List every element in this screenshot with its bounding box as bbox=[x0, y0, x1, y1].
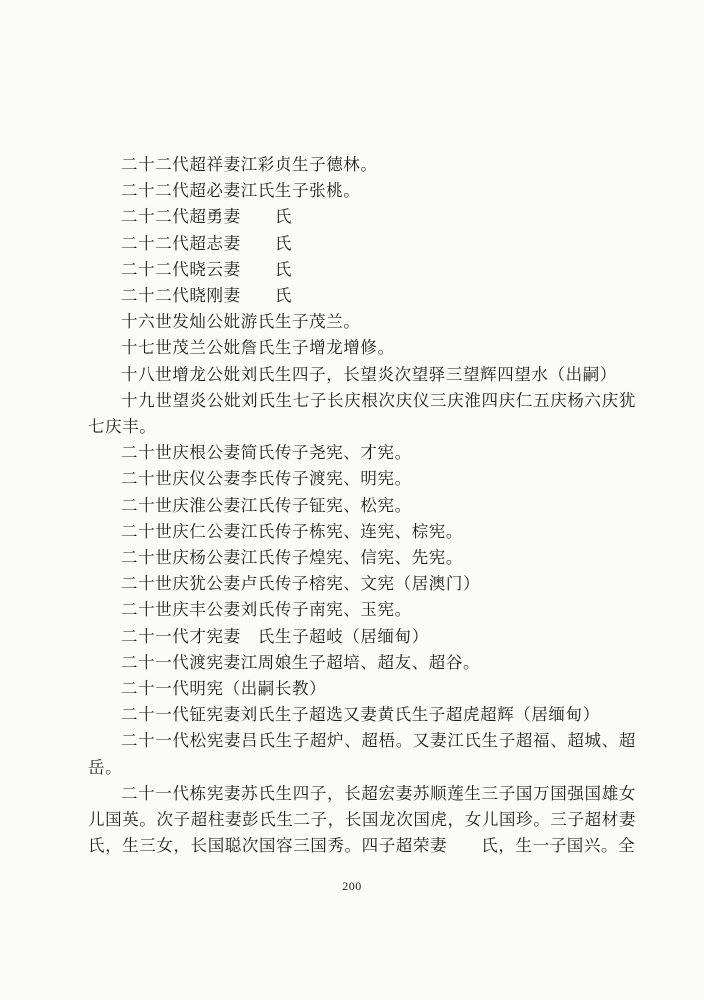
genealogy-line: 二十世庆犹公妻卢氏传子榕宪、文宪（居澳门） bbox=[121, 574, 481, 594]
genealogy-line: 二十二代晓刚妻 氏 bbox=[121, 286, 292, 306]
genealogy-line: 二十世庆仪公妻李氏传子渡宪、明宪。 bbox=[121, 469, 412, 489]
genealogy-line: 二十一代钲宪妻刘氏生子超选又妻黄氏生子超虎超辉（居缅甸） bbox=[121, 705, 600, 725]
genealogy-line: 二十世庆杨公妻江氏传子煌宪、信宪、先宪。 bbox=[121, 548, 463, 568]
genealogy-text bbox=[88, 152, 654, 859]
genealogy-line: 二十二代超志妻 氏 bbox=[121, 233, 292, 253]
genealogy-line: 二十世庆丰公妻刘氏传子南宪、玉宪。 bbox=[121, 600, 412, 620]
genealogy-line: 二十二代超勇妻 氏 bbox=[121, 207, 292, 227]
genealogy-line: 二十一代渡宪妻江周娘生子超培、超友、超谷。 bbox=[121, 652, 481, 672]
genealogy-line: 二十二代超祥妻江彩贞生子德林。 bbox=[121, 155, 378, 174]
page-number: 200 bbox=[342, 879, 362, 893]
genealogy-paragraph: 二十一代松宪妻吕氏生子超炉、超梧。又妻江氏生子超福、超城、超岳。 bbox=[88, 731, 636, 777]
genealogy-paragraph: 十九世望炎公妣刘氏生七子长庆根次庆仪三庆淮四庆仁五庆杨六庆犹七庆丰。 bbox=[88, 390, 636, 437]
genealogy-line: 十八世增龙公妣刘氏生四子，长望炎次望驿三望辉四望水（出嗣） bbox=[121, 364, 617, 384]
genealogy-line: 二十一代明宪（出嗣长教） bbox=[121, 679, 327, 699]
genealogy-line: 十六世发灿公妣游氏生子茂兰。 bbox=[121, 312, 361, 332]
genealogy-line: 二十世庆根公妻简氏传子尧宪、才宪。 bbox=[121, 443, 412, 463]
genealogy-line: 二十世庆淮公妻江氏传子钲宪、松宪。 bbox=[121, 495, 412, 515]
genealogy-line: 十七世茂兰公妣詹氏生子增龙增修。 bbox=[121, 338, 395, 358]
genealogy-line: 二十二代超必妻江氏生子张桃。 bbox=[121, 181, 361, 201]
genealogy-line: 二十一代才宪妻 氏生子超岐（居缅甸） bbox=[121, 626, 429, 646]
genealogy-line: 二十二代晓云妻 氏 bbox=[121, 259, 292, 279]
genealogy-paragraph: 二十一代栋宪妻苏氏生四子，长超宏妻苏顺莲生三子国万国强国雄女儿国英。次子超柱妻彭氏生二子，长国龙次国虎，女儿国珍。三子超材妻 氏，生三女，长国聪次国容三国秀。四子超荣妻 氏，生一子国兴。全 bbox=[88, 783, 654, 856]
genealogy-line: 二十世庆仁公妻江氏传子栋宪、连宪、棕宪。 bbox=[121, 521, 463, 541]
